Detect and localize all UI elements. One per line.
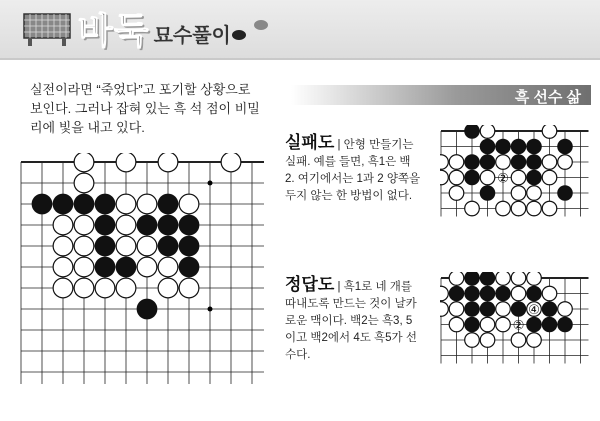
black-stone: [74, 194, 94, 214]
failure-heading: 실패도: [285, 133, 335, 152]
white-stone: [480, 125, 495, 138]
white-stone: [496, 272, 511, 285]
black-stone: [465, 125, 480, 138]
white-stone: [542, 125, 557, 138]
black-stone-icon: [232, 30, 246, 40]
white-stone: [74, 257, 94, 277]
black-stone: [95, 215, 115, 235]
white-stone: [116, 153, 136, 172]
black-stone: [95, 236, 115, 256]
correct-line: 흑1로 네 개를: [343, 281, 413, 293]
correct-go-diagram: [440, 272, 590, 370]
white-stone: [158, 153, 178, 172]
black-stone: [558, 139, 573, 154]
black-stone: [137, 215, 157, 235]
white-stone: [527, 333, 542, 348]
star-point: [208, 181, 213, 186]
grey-stone-icon: [254, 20, 268, 30]
black-stone: [558, 186, 573, 201]
failure-line: 2. 여기에서는 1과 2 양쪽을: [285, 173, 421, 185]
white-stone: [449, 317, 464, 332]
white-stone: [511, 186, 526, 201]
white-stone: [95, 278, 115, 298]
white-stone: [542, 155, 557, 170]
black-stone: [527, 286, 542, 301]
white-stone: [53, 257, 73, 277]
white-stone: [558, 155, 573, 170]
white-stone: [74, 278, 94, 298]
black-stone: [480, 302, 495, 317]
black-stone: [480, 155, 495, 170]
correct-line: 로운 맥이다. 백2는 흑3, 5: [285, 315, 413, 327]
black-stone: [542, 317, 557, 332]
white-stone: [496, 302, 511, 317]
correct-separator: |: [334, 281, 344, 293]
black-stone: [465, 170, 480, 185]
white-stone: [116, 278, 136, 298]
white-stone: [74, 236, 94, 256]
star-point: [208, 307, 213, 312]
black-stone: [496, 286, 511, 301]
white-stone: [496, 317, 511, 332]
white-stone: [116, 236, 136, 256]
black-stone: [137, 299, 157, 319]
white-stone: [74, 215, 94, 235]
black-stone: [449, 286, 464, 301]
black-stone: [32, 194, 52, 214]
failure-separator: |: [334, 139, 344, 151]
move-label: ④: [528, 303, 540, 319]
black-stone: [527, 317, 542, 332]
title-sub: 묘수풀이: [153, 23, 231, 47]
black-stone: [158, 236, 178, 256]
black-stone: [527, 139, 542, 154]
white-stone: [542, 170, 557, 185]
correct-heading: 정답도: [285, 275, 335, 294]
white-stone: [74, 153, 94, 172]
white-stone: [511, 333, 526, 348]
black-stone: [465, 317, 480, 332]
black-stone: [116, 257, 136, 277]
white-stone: [116, 194, 136, 214]
white-stone: [449, 272, 464, 285]
black-stone: [179, 257, 199, 277]
intro-text: 실전이라면 “죽었다”고 포기할 상황으로 보인다. 그러나 잡혀 있는 흑 석 점이 비밀 리에 빛을 내고 있다.: [30, 82, 260, 135]
black-stone: [95, 257, 115, 277]
white-stone: [480, 170, 495, 185]
title-main: 바둑: [78, 11, 150, 52]
move-label: ②: [497, 171, 509, 187]
white-stone: [465, 333, 480, 348]
black-stone: [496, 139, 511, 154]
white-stone: [480, 317, 495, 332]
black-stone: [527, 170, 542, 185]
go-board-icon: [22, 10, 72, 50]
white-stone: [449, 155, 464, 170]
white-stone: [158, 257, 178, 277]
white-stone: [449, 302, 464, 317]
main-go-diagram: [20, 153, 270, 388]
black-stone: [465, 286, 480, 301]
failure-line: 실패. 예를 들면, 흑1은 백: [285, 156, 411, 168]
black-stone: [480, 272, 495, 285]
white-stone: [480, 333, 495, 348]
white-stone: [53, 236, 73, 256]
black-stone: [511, 302, 526, 317]
black-stone: [558, 317, 573, 332]
white-stone: [440, 170, 448, 185]
white-stone: [440, 286, 448, 301]
correct-line: 수다.: [285, 349, 311, 361]
black-stone: [527, 155, 542, 170]
correct-caption: [285, 276, 435, 364]
white-stone: [465, 201, 480, 216]
white-stone: [542, 286, 557, 301]
failure-line: 두지 않는 한 방법이 없다.: [285, 190, 413, 202]
white-stone: [527, 201, 542, 216]
black-stone: [465, 302, 480, 317]
failure-line: 안형 만들기는: [343, 139, 414, 151]
section-bar: [291, 85, 591, 105]
black-stone: [511, 155, 526, 170]
black-stone: [465, 272, 480, 285]
black-stone: [158, 194, 178, 214]
white-stone: [221, 153, 241, 172]
white-stone: [179, 278, 199, 298]
black-stone: [480, 186, 495, 201]
white-stone: [74, 173, 94, 193]
white-stone: [449, 186, 464, 201]
white-stone: [542, 201, 557, 216]
white-stone: [440, 155, 448, 170]
black-stone: [480, 139, 495, 154]
white-stone: [511, 286, 526, 301]
white-stone: [440, 302, 448, 317]
white-stone: [137, 194, 157, 214]
white-stone: [496, 201, 511, 216]
white-stone: [53, 278, 73, 298]
white-stone: [137, 236, 157, 256]
white-stone: [527, 272, 542, 285]
white-stone: [179, 194, 199, 214]
white-stone: [158, 278, 178, 298]
white-stone: [511, 201, 526, 216]
white-stone: [116, 215, 136, 235]
black-stone: [53, 194, 73, 214]
correct-line: 따내도록 만드는 것이 날카: [285, 298, 417, 310]
black-stone: [511, 139, 526, 154]
black-stone: [465, 155, 480, 170]
black-stone: [480, 286, 495, 301]
move-label: ②: [512, 318, 525, 334]
white-stone: [558, 302, 573, 317]
failure-go-diagram: [440, 125, 590, 223]
black-stone: [95, 194, 115, 214]
black-stone: [542, 302, 557, 317]
black-stone: [179, 215, 199, 235]
white-stone: [137, 257, 157, 277]
white-stone: [449, 170, 464, 185]
white-stone: [496, 155, 511, 170]
white-stone: [511, 272, 526, 285]
failure-caption: [285, 134, 435, 205]
page-title: [78, 6, 231, 54]
black-stone: [158, 215, 178, 235]
white-stone: [527, 186, 542, 201]
correct-line: 이고 백2에서 4도 흑5가 선: [285, 332, 417, 344]
white-stone: [511, 170, 526, 185]
section-title: 흑 선수 삶: [514, 89, 581, 106]
white-stone: [53, 215, 73, 235]
black-stone: [179, 236, 199, 256]
